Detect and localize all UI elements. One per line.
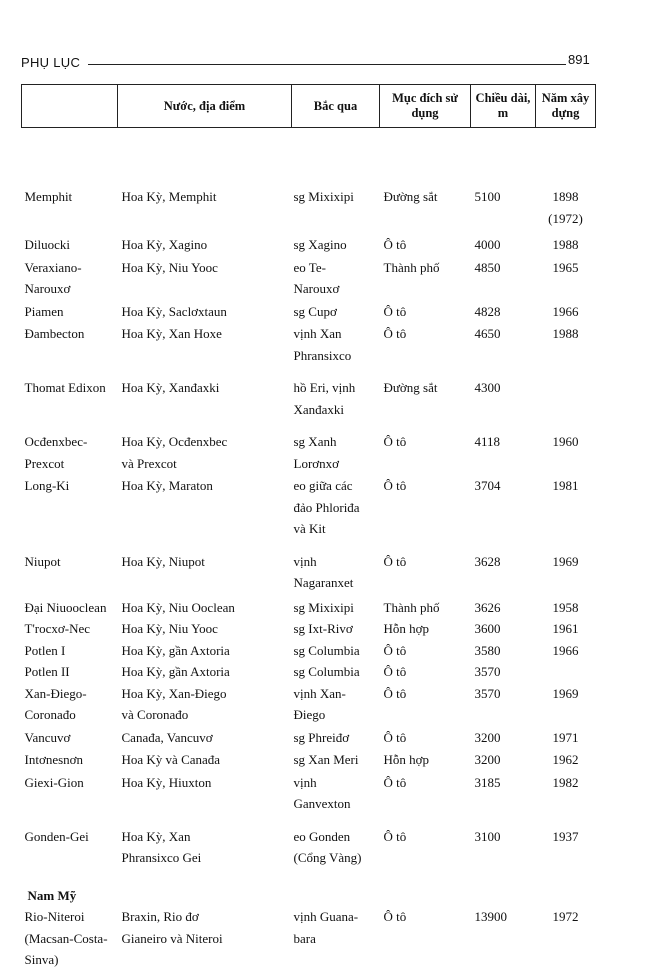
location-text: Braxin, Rio đơ <box>121 909 199 924</box>
location-text: Hoa Kỳ, Maraton <box>121 478 213 493</box>
crosses-text: sg Xagino <box>293 237 347 252</box>
bridge-name-text: Veraxiano- <box>24 259 82 275</box>
crosses-text: vịnh <box>293 553 317 569</box>
crosses-cell <box>292 594 380 619</box>
bridge-name-text: Long-Ki <box>24 478 70 493</box>
crosses-cell <box>292 618 380 640</box>
purpose-cell <box>380 771 471 815</box>
location-text: Hoa Kỳ, Memphit <box>121 189 217 204</box>
table-row <box>22 256 596 300</box>
purpose-text: Hỗn hợp <box>383 621 430 636</box>
length-cell <box>471 683 536 726</box>
section-row <box>22 869 596 907</box>
table-header-row <box>22 85 596 128</box>
purpose-text: Ô tô <box>383 774 407 790</box>
table-row <box>22 229 596 256</box>
crosses-text: và Kit <box>293 521 326 536</box>
section-heading: Nam Mỹ <box>27 887 77 903</box>
crosses-text: sg Cupơ <box>293 303 337 319</box>
col-header-year: Năm xây dựng <box>536 85 596 128</box>
purpose-text: Ô tô <box>383 237 407 252</box>
bridge-name-text: Prexcot <box>24 455 65 471</box>
length-cell <box>471 726 536 749</box>
location-text: Hoa Kỳ, Hiuxton <box>121 774 212 790</box>
crosses-text: Nagaranxet <box>293 575 354 590</box>
crosses-text: Điego <box>293 707 326 722</box>
bridge-name-text: Gonden-Gei <box>24 828 89 844</box>
length-cell <box>471 906 536 971</box>
year-built-text: 1981 <box>552 478 579 493</box>
location-text: và Prexcot <box>121 455 177 471</box>
location-cell <box>118 128 292 230</box>
bridge-name-cell <box>22 661 118 683</box>
crosses-text: sg Mixixipi <box>293 189 354 204</box>
crosses-cell <box>292 366 380 420</box>
year-built-cell <box>536 683 596 726</box>
crosses-cell <box>292 420 380 474</box>
location-text: Hoa Kỳ và Canađa <box>121 752 221 767</box>
year-built-text: 1960 <box>552 434 579 449</box>
purpose-text: Ô tô <box>383 685 407 701</box>
location-text: Hoa Kỳ, gần Axtoria <box>121 664 230 679</box>
purpose-text: Ô tô <box>383 553 407 569</box>
year-built-text: 1966 <box>552 303 579 319</box>
col-header-location: Nước, địa điểm <box>118 85 292 128</box>
purpose-cell <box>380 618 471 640</box>
purpose-text: Ô tô <box>383 434 407 449</box>
length-text: 3580 <box>474 642 501 658</box>
length-text: 3628 <box>474 553 501 569</box>
purpose-text: Ô tô <box>383 303 407 319</box>
crosses-text: hồ Eri, vịnh <box>293 380 356 395</box>
purpose-cell <box>380 748 471 771</box>
year-built-cell <box>536 540 596 594</box>
crosses-cell <box>292 128 380 230</box>
length-text: 4300 <box>474 380 501 395</box>
purpose-text: Thành phố <box>383 259 440 275</box>
length-cell <box>471 366 536 420</box>
bridge-name-cell <box>22 366 118 420</box>
crosses-cell <box>292 322 380 366</box>
length-cell <box>471 640 536 662</box>
location-cell <box>118 906 292 971</box>
length-cell <box>471 322 536 366</box>
length-cell <box>471 815 536 869</box>
crosses-text: Ganvexton <box>293 796 351 811</box>
length-cell <box>471 771 536 815</box>
table-row <box>22 640 596 662</box>
length-cell <box>471 618 536 640</box>
purpose-cell <box>380 661 471 683</box>
crosses-cell <box>292 771 380 815</box>
crosses-text: sg Xan Meri <box>293 752 359 767</box>
table-row <box>22 771 596 815</box>
bridge-name-cell <box>22 815 118 869</box>
location-text: Hoa Kỳ, Niu Ooclean <box>121 599 235 615</box>
purpose-text: Ô tô <box>383 642 407 658</box>
crosses-cell <box>292 229 380 256</box>
running-header: PHỤ LỤC <box>21 55 81 70</box>
crosses-text: sg Columbia <box>293 664 360 679</box>
location-cell <box>118 771 292 815</box>
table-row <box>22 906 596 971</box>
table-row <box>22 300 596 323</box>
table-row <box>22 618 596 640</box>
purpose-cell <box>380 540 471 594</box>
year-built-cell <box>536 661 596 683</box>
location-text: Canađa, Vancuvơ <box>121 729 213 745</box>
crosses-text: eo Gonden <box>293 828 351 844</box>
year-built-text: 1982 <box>552 774 579 790</box>
table-row <box>22 683 596 726</box>
purpose-text: Ô tô <box>383 729 407 745</box>
crosses-text: sg Ixt-Rivơ <box>293 621 353 636</box>
crosses-cell <box>292 726 380 749</box>
table-row <box>22 540 596 594</box>
length-text: 3200 <box>474 752 501 767</box>
location-cell <box>118 815 292 869</box>
year-built-text: 1972 <box>552 909 579 924</box>
length-text: 3570 <box>474 664 501 679</box>
location-text: và Coronađo <box>121 707 189 722</box>
col-header-name <box>22 85 118 128</box>
year-built-cell <box>536 815 596 869</box>
purpose-cell <box>380 322 471 366</box>
location-text: Hoa Kỳ, Saclơxtaun <box>121 303 227 319</box>
year-built-cell <box>536 640 596 662</box>
year-built-text: 1988 <box>552 237 579 252</box>
table-row <box>22 366 596 420</box>
crosses-cell <box>292 906 380 971</box>
bridge-name-cell <box>22 771 118 815</box>
year-built-cell <box>536 771 596 815</box>
crosses-text: Xanđaxki <box>293 401 345 417</box>
bridge-name-cell <box>22 300 118 323</box>
purpose-cell <box>380 420 471 474</box>
location-text: Hoa Kỳ, Xan-Điego <box>121 685 227 701</box>
location-cell <box>118 683 292 726</box>
location-cell <box>118 618 292 640</box>
year-built-text: 1937 <box>552 828 579 844</box>
bridge-name-cell <box>22 748 118 771</box>
table-row <box>22 322 596 366</box>
location-cell <box>118 300 292 323</box>
page-number: 891 <box>568 52 590 67</box>
purpose-cell <box>380 366 471 420</box>
location-cell <box>118 322 292 366</box>
length-text: 13900 <box>474 909 507 924</box>
crosses-text: eo Te- <box>293 259 326 275</box>
length-cell <box>471 661 536 683</box>
bridge-name-text: Ocđenxbec- <box>24 434 88 449</box>
length-text: 4828 <box>474 303 501 319</box>
crosses-text: sg Mixixipi <box>293 599 354 615</box>
location-text: Hoa Kỳ, Xanđaxki <box>121 380 220 395</box>
year-built-cell <box>536 366 596 420</box>
bridge-name-cell <box>22 906 118 971</box>
location-text: Gianeiro và Niteroi <box>121 930 223 946</box>
purpose-cell <box>380 300 471 323</box>
location-cell <box>118 594 292 619</box>
header-rule <box>88 64 566 65</box>
year-built-text: 1969 <box>552 553 579 569</box>
location-cell <box>118 474 292 540</box>
year-built-text: 1898 <box>552 189 579 204</box>
year-built-cell <box>536 256 596 300</box>
year-built-cell <box>536 748 596 771</box>
crosses-cell <box>292 683 380 726</box>
bridge-name-cell <box>22 322 118 366</box>
location-cell <box>118 229 292 256</box>
location-cell <box>118 640 292 662</box>
bridge-name-text: (Macsan-Costa- <box>24 930 108 946</box>
bridge-name-cell <box>22 256 118 300</box>
bridge-name-cell <box>22 420 118 474</box>
crosses-text: Phransixco <box>293 347 352 363</box>
crosses-cell <box>292 640 380 662</box>
year-built-text: 1988 <box>552 326 579 341</box>
year-built-text: 1966 <box>552 642 579 658</box>
crosses-cell <box>292 474 380 540</box>
purpose-text: Đường sắt <box>383 189 438 204</box>
crosses-text: sg Xanh <box>293 434 337 449</box>
bridge-name-text: Xan-Điego- <box>24 685 87 701</box>
crosses-text: vịnh <box>293 774 317 790</box>
bridge-name-text: Niupot <box>24 553 61 569</box>
purpose-cell <box>380 815 471 869</box>
bridge-name-text: Đambecton <box>24 326 85 341</box>
length-cell <box>471 229 536 256</box>
location-text: Hoa Kỳ, Xagino <box>121 237 208 252</box>
purpose-text: Ô tô <box>383 664 407 679</box>
bridge-name-text: Potlen I <box>24 642 66 658</box>
location-cell <box>118 366 292 420</box>
crosses-cell <box>292 815 380 869</box>
bridge-name-text: Sinva) <box>24 952 59 967</box>
bridge-table <box>21 84 596 971</box>
length-text: 5100 <box>474 189 501 204</box>
location-cell <box>118 256 292 300</box>
purpose-text: Hỗn hợp <box>383 752 430 767</box>
purpose-cell <box>380 640 471 662</box>
length-cell <box>471 594 536 619</box>
purpose-cell <box>380 474 471 540</box>
bridge-name-text: T'rocxơ-Nec <box>24 621 91 636</box>
crosses-text: đảo Phloriđa <box>293 499 360 515</box>
bridge-name-cell <box>22 474 118 540</box>
location-text: Hoa Kỳ, Xan Hoxe <box>121 326 222 341</box>
crosses-text: Narouxơ <box>293 281 340 296</box>
location-text: Hoa Kỳ, Ocđenxbec <box>121 434 228 449</box>
length-text: 4650 <box>474 326 501 341</box>
bridge-name-text: Potlen II <box>24 664 70 679</box>
bridge-name-cell <box>22 683 118 726</box>
location-cell <box>118 540 292 594</box>
purpose-cell <box>380 128 471 230</box>
purpose-cell <box>380 229 471 256</box>
purpose-text: Ô tô <box>383 828 407 844</box>
length-text: 4000 <box>474 237 501 252</box>
purpose-text: Ô tô <box>383 326 407 341</box>
table-body <box>22 128 596 971</box>
year-built-cell <box>536 420 596 474</box>
location-cell <box>118 726 292 749</box>
length-cell <box>471 256 536 300</box>
length-text: 4850 <box>474 259 501 275</box>
length-cell <box>471 128 536 230</box>
purpose-cell <box>380 594 471 619</box>
table-row <box>22 815 596 869</box>
bridge-name-cell <box>22 128 118 230</box>
crosses-text: Lorơnxơ <box>293 455 340 471</box>
length-text: 3626 <box>474 599 501 615</box>
bridge-name-text: Intơnesnơn <box>24 752 84 767</box>
year-built-cell <box>536 618 596 640</box>
col-header-length: Chiều dài, m <box>471 85 536 128</box>
location-text: Hoa Kỳ, Xan <box>121 828 191 844</box>
bridge-name-text: Piamen <box>24 303 64 319</box>
bridge-name-text: Diluocki <box>24 237 70 252</box>
bridge-name-text: Rio-Niteroi <box>24 909 85 924</box>
year-built-text: 1961 <box>552 621 579 636</box>
year-built-cell <box>536 726 596 749</box>
purpose-cell <box>380 256 471 300</box>
bridge-name-cell <box>22 640 118 662</box>
length-cell <box>471 474 536 540</box>
length-text: 3100 <box>474 828 501 844</box>
crosses-text: sg Phreiđơ <box>293 729 350 745</box>
table-row <box>22 748 596 771</box>
col-header-crosses: Bắc qua <box>292 85 380 128</box>
year-built-cell <box>536 906 596 971</box>
purpose-text: Ô tô <box>383 478 407 493</box>
crosses-cell <box>292 256 380 300</box>
length-text: 3704 <box>474 478 501 493</box>
bridge-name-text: Đại Niuooclean <box>24 599 107 615</box>
bridge-name-cell <box>22 540 118 594</box>
bridge-name-cell <box>22 229 118 256</box>
purpose-text: Đường sắt <box>383 380 438 395</box>
purpose-text: Ô tô <box>383 909 407 924</box>
year-built-cell <box>536 300 596 323</box>
length-cell <box>471 420 536 474</box>
crosses-text: vịnh Guana- <box>293 909 359 924</box>
year-built-cell <box>536 229 596 256</box>
crosses-cell <box>292 540 380 594</box>
year-built-cell <box>536 322 596 366</box>
crosses-text: bara <box>293 930 316 946</box>
bridge-name-text: Narouxơ <box>24 281 71 296</box>
bridge-name-cell <box>22 594 118 619</box>
bridge-name-text: Memphit <box>24 189 73 204</box>
length-text: 3200 <box>474 729 501 745</box>
length-text: 3570 <box>474 685 501 701</box>
location-cell <box>118 661 292 683</box>
bridge-name-text: Coronađo <box>24 707 76 722</box>
location-cell <box>118 420 292 474</box>
length-cell <box>471 540 536 594</box>
location-text: Hoa Kỳ, Niupot <box>121 553 205 569</box>
crosses-text: sg Columbia <box>293 642 360 658</box>
location-cell <box>118 748 292 771</box>
purpose-cell <box>380 683 471 726</box>
length-text: 4118 <box>474 434 501 449</box>
year-built-text: (1972) <box>548 210 583 226</box>
crosses-text: vịnh Xan- <box>293 685 346 701</box>
year-built-text: 1969 <box>552 685 579 701</box>
location-text: Hoa Kỳ, Niu Yooc <box>121 259 218 275</box>
bridge-name-cell <box>22 726 118 749</box>
table-row <box>22 661 596 683</box>
col-header-purpose: Mục đích sử dụng <box>380 85 471 128</box>
table-row <box>22 594 596 619</box>
bridge-name-text: Giexi-Gion <box>24 774 84 790</box>
crosses-text: (Cổng Vàng) <box>293 850 362 865</box>
year-built-text: 1971 <box>552 729 579 745</box>
bridge-name-text: Thomat Edixon <box>24 380 106 395</box>
table-row <box>22 420 596 474</box>
table-row <box>22 474 596 540</box>
table-row <box>22 128 596 230</box>
purpose-text: Thành phố <box>383 599 440 615</box>
length-cell <box>471 300 536 323</box>
purpose-cell <box>380 906 471 971</box>
location-text: Hoa Kỳ, gần Axtoria <box>121 642 230 658</box>
bridge-name-cell <box>22 618 118 640</box>
year-built-cell <box>536 128 596 230</box>
crosses-cell <box>292 748 380 771</box>
year-built-text: 1958 <box>552 599 579 615</box>
crosses-cell <box>292 300 380 323</box>
length-text: 3185 <box>474 774 501 790</box>
year-built-cell <box>536 474 596 540</box>
bridge-name-text: Vancuvơ <box>24 729 71 745</box>
year-built-text: 1965 <box>552 259 579 275</box>
location-text: Phransixco Gei <box>121 850 202 865</box>
table-row <box>22 726 596 749</box>
length-cell <box>471 748 536 771</box>
length-text: 3600 <box>474 621 501 636</box>
purpose-cell <box>380 726 471 749</box>
crosses-text: vịnh Xan <box>293 326 342 341</box>
location-text: Hoa Kỳ, Niu Yooc <box>121 621 218 636</box>
year-built-text: 1962 <box>552 752 579 767</box>
crosses-text: eo giữa các <box>293 478 353 493</box>
crosses-cell <box>292 661 380 683</box>
year-built-cell <box>536 594 596 619</box>
